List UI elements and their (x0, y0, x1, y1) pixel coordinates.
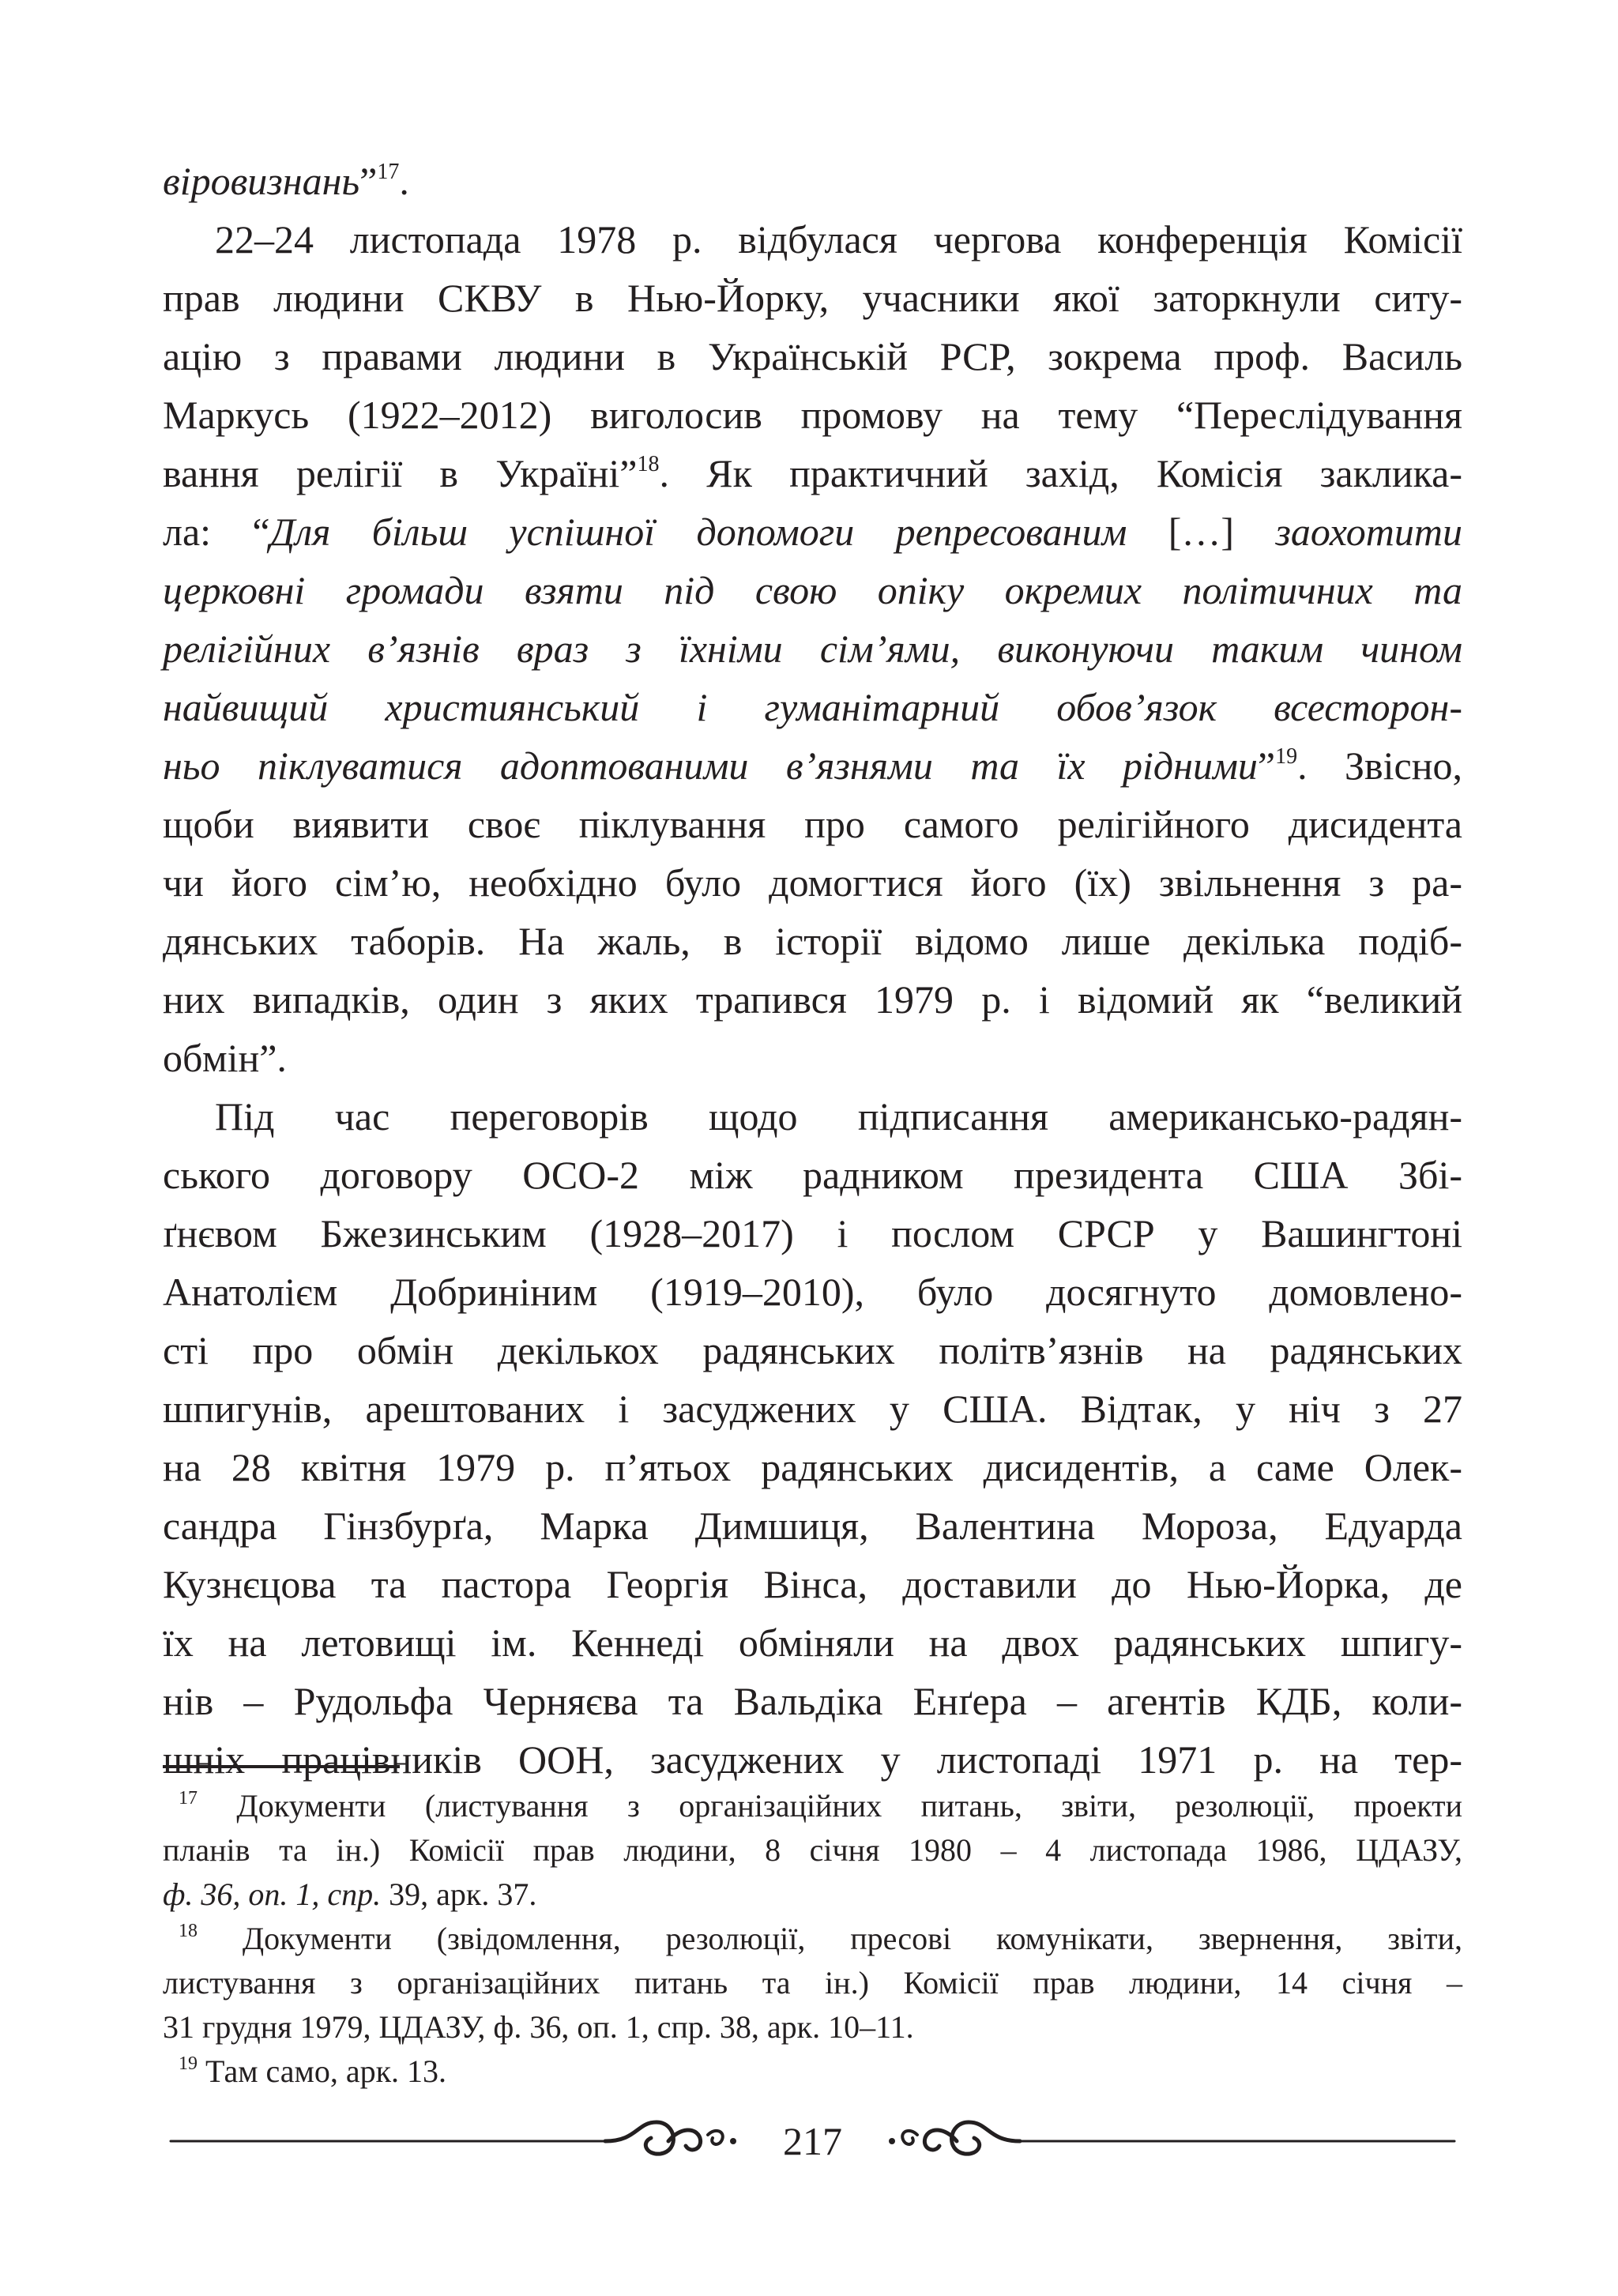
text-line (163, 912, 1462, 970)
text-line (163, 1029, 1462, 1087)
footnote-separator (163, 1765, 400, 1768)
text-run: планів та ін.) Комісії прав людини, 8 січня 1980 – 4 листопада 1986, ЦДАЗУ, (163, 1832, 1462, 1868)
text-run: шпигунів, арештованих і засуджених у США. Відтак, у ніч з 27 (163, 1387, 1462, 1431)
text-run: них випадків, один з яких трапився 1979 р. і відомий як “великий (163, 977, 1462, 1022)
text-line (163, 1555, 1462, 1613)
footnote-marker: 19 (1275, 744, 1298, 769)
text-run: сті про обмін декількох радянських політв’язнів на радянських (163, 1328, 1462, 1372)
italic-text: найвищий християнський і гуманітарний обов’язок всесторон- (163, 685, 1462, 729)
text-run: ” (359, 159, 378, 203)
text-run: Під час переговорів щодо підписання американсько-радян- (215, 1094, 1462, 1139)
text-run: на 28 квітня 1979 р. п’ятьох радянських дисидентів, а саме Олек- (163, 1445, 1462, 1489)
footnote-line (163, 1828, 1462, 1873)
footnotes (163, 1784, 1462, 2094)
footnote-line (163, 1961, 1462, 2005)
text-line (163, 1496, 1462, 1555)
text-run: . (399, 159, 409, 203)
text-line (163, 853, 1462, 912)
text-run: . Звісно, (1297, 743, 1463, 788)
italic-text: ф. 36, оп. 1, спр. (163, 1876, 382, 1912)
text-line (163, 210, 1462, 269)
text-line (163, 1672, 1462, 1730)
text-line (163, 619, 1462, 678)
italic-text: релігійних в’язнів враз з їхніми сім’ями, виконуючи таким чином (163, 627, 1462, 671)
footnote-marker: 17 (179, 1788, 198, 1809)
footnote-line (163, 1873, 1462, 1917)
text-run: листування з організаційних питань та ін.) Комісії прав людини, 14 січня – (163, 1965, 1462, 2001)
text-run: ла: “ (163, 510, 270, 554)
text-line (163, 1379, 1462, 1438)
text-run: ацію з правами людини в Українській РСР, зокрема проф. Василь (163, 334, 1462, 378)
text-line (163, 1613, 1462, 1672)
text-run: Документи (листування з організаційних питань, звіти, резолюції, проекти (198, 1788, 1462, 1824)
text-line (163, 970, 1462, 1029)
text-run: 31 грудня 1979, ЦДАЗУ, ф. 36, оп. 1, спр. 38, арк. 10–11. (163, 2009, 914, 2045)
text-run: шніх працівників ООН, засуджених у листопаді 1971 р. на тер- (163, 1737, 1462, 1782)
text-run: 39, арк. 37. (381, 1876, 537, 1912)
text-line (163, 1263, 1462, 1321)
italic-text: Для більш успішної допомоги репресованим (269, 510, 1168, 554)
italic-text: ньо піклуватися адоптованими в’язнями та їх рідними (163, 743, 1258, 788)
footnote-marker: 18 (637, 452, 660, 476)
text-line (163, 152, 1462, 210)
text-run: Кузнєцова та пастора Георгія Вінса, доставили до Нью-Йорка, де (163, 1562, 1462, 1606)
text-line (163, 1438, 1462, 1496)
text-run: ” (1257, 743, 1276, 788)
italic-text: віровизнань (163, 159, 360, 203)
text-run: […] (1168, 510, 1276, 554)
text-line (163, 678, 1462, 736)
footnote-line (163, 2005, 1462, 2049)
text-line (163, 1087, 1462, 1146)
page-number: 217 (783, 2119, 842, 2163)
text-line (163, 444, 1462, 502)
text-line (163, 1730, 1462, 1789)
footnote-line (163, 2049, 1462, 2094)
text-run: Там само, арк. 13. (198, 2053, 446, 2089)
text-run: . Як практичний захід, Комісія заклика- (659, 451, 1462, 495)
footnote-line (163, 1917, 1462, 1961)
text-run: вання релігії в Україні” (163, 451, 638, 495)
text-line (163, 736, 1462, 795)
text-run: щоби виявити своє піклування про самого релігійного дисидента (163, 802, 1462, 846)
text-run: Маркусь (1922–2012) виголосив промову на тему “Переслідування (163, 393, 1462, 437)
main-text (163, 152, 1462, 1789)
text-run: дянських таборів. На жаль, в історії відомо лише декілька подіб- (163, 919, 1462, 963)
text-line (163, 795, 1462, 853)
text-run: сандра Гінзбурґа, Марка Димшиця, Валентина Мороза, Едуарда (163, 1504, 1462, 1548)
text-run: Анатолієм Добриніним (1919–2010), було досягнуто домовлено- (163, 1270, 1462, 1314)
text-line (163, 327, 1462, 386)
text-line (163, 1204, 1462, 1263)
footnote-marker: 18 (179, 1921, 198, 1941)
text-line (163, 1321, 1462, 1379)
text-run: обмін”. (163, 1036, 287, 1080)
text-run: ґнєвом Бжезинським (1928–2017) і послом СРСР у Вашингтоні (163, 1211, 1462, 1255)
text-line (163, 561, 1462, 619)
footnote-line (163, 1784, 1462, 1828)
text-line (163, 386, 1462, 444)
text-run: чи його сім’ю, необхідно було домогтися його (їх) звільнення з ра- (163, 860, 1462, 905)
footnote-marker: 19 (179, 2053, 198, 2074)
text-run: прав людини СКВУ в Нью-Йорку, учасники якої заторкнули ситу- (163, 276, 1462, 320)
italic-text: церковні громади взяти під свою опіку окремих політичних та (163, 568, 1462, 612)
italic-text: заохотити (1275, 510, 1462, 554)
text-line (163, 269, 1462, 327)
page-footer (163, 2111, 1462, 2174)
text-line (163, 1146, 1462, 1204)
text-run: 22–24 листопада 1978 р. відбулася чергова конференція Комісії (215, 217, 1462, 262)
footnote-marker: 17 (377, 160, 400, 184)
text-run: Документи (звідомлення, резолюції, пресові комунікати, звернення, звіти, (198, 1921, 1462, 1956)
text-run: ського договору ОСО-2 між радником президента США Збі- (163, 1153, 1462, 1197)
text-run: їх на летовищі ім. Кеннеді обміняли на двох радянських шпигу- (163, 1620, 1462, 1665)
text-run: нів – Рудольфа Черняєва та Вальдіка Енґера – агентів КДБ, коли- (163, 1679, 1462, 1723)
text-line (163, 502, 1462, 561)
